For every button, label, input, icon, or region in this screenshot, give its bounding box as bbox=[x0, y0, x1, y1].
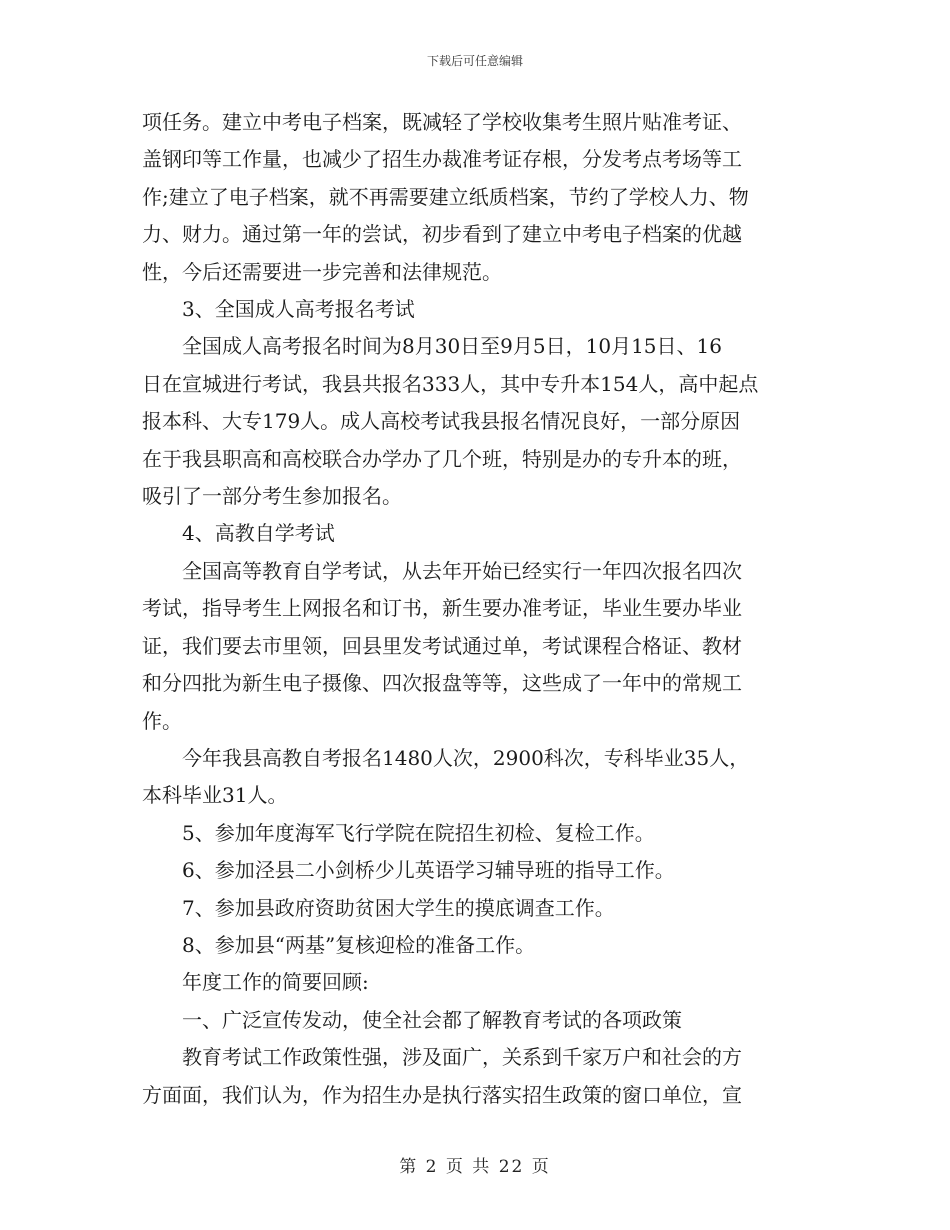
text-line: 吸引了一部分考生参加报名。 bbox=[142, 484, 402, 509]
text-line: 考试，指导考生上网报名和订书，新生要办准考证，毕业生要办毕业 bbox=[142, 596, 742, 621]
list-item: 5、参加年度海军飞行学院在院招生初检、复检工作。 bbox=[142, 820, 655, 845]
text-line: 项任务。建立中考电子档案，既减轻了学校收集考生照片贴准考证、 bbox=[142, 110, 742, 134]
page-header: 下载后可任意编辑 bbox=[426, 54, 523, 68]
list-item: 7、参加县政府资助贫困大学生的摸底调查工作。 bbox=[142, 895, 615, 920]
text-line: 作。 bbox=[142, 708, 182, 733]
text-line: 证，我们要去市里领，回县里发考试通过单，考试课程合格证、教材 bbox=[142, 633, 742, 658]
section-heading: 年度工作的简要回顾: bbox=[142, 970, 369, 995]
section-heading: 3、全国成人高考报名考试 bbox=[142, 297, 415, 322]
document-body bbox=[142, 104, 810, 1114]
text-line: 今年我县高教自考报名1480人次，2900科次，专科毕业35人， bbox=[142, 745, 750, 770]
section-heading: 4、高教自学考试 bbox=[142, 521, 335, 546]
text-line: 方面面，我们认为，作为招生办是执行落实招生政策的窗口单位，宣 bbox=[142, 1082, 742, 1107]
list-item: 8、参加县“两基”复核迎检的准备工作。 bbox=[142, 932, 536, 957]
page-number-footer: 第 2 页 共 22 页 bbox=[399, 1157, 551, 1177]
list-item: 6、参加泾县二小剑桥少儿英语学习辅导班的指导工作。 bbox=[142, 858, 675, 883]
text-line: 全国成人高考报名时间为8月30日至9月5日，10月15日、16 bbox=[142, 334, 722, 359]
text-line: 在于我县职高和高校联合办学办了几个班，特别是办的专升本的班， bbox=[142, 446, 742, 471]
text-line: 本科毕业31人。 bbox=[142, 783, 288, 808]
text-line: 和分四批为新生电子摄像、四次报盘等等，这些成了一年中的常规工 bbox=[142, 671, 742, 696]
text-line: 报本科、大专179人。成人高校考试我县报名情况良好，一部分原因 bbox=[142, 409, 741, 434]
text-line: 日在宣城进行考试，我县共报名333人，其中专升本154人，高中起点 bbox=[142, 371, 759, 396]
text-line: 盖钢印等工作量，也减少了招生办裁准考证存根，分发考点考场等工 bbox=[142, 147, 742, 172]
text-line: 全国高等教育自学考试，从去年开始已经实行一年四次报名四次 bbox=[142, 558, 742, 583]
text-line: 作;建立了电子档案，就不再需要建立纸质档案，节约了学校人力、物 bbox=[142, 184, 749, 209]
text-line: 性，今后还需要进一步完善和法律规范。 bbox=[142, 259, 502, 284]
text-line: 教育考试工作政策性强，涉及面广，关系到千家万户和社会的方 bbox=[142, 1045, 742, 1070]
text-line: 力、财力。通过第一年的尝试，初步看到了建立中考电子档案的优越 bbox=[142, 222, 742, 247]
section-heading: 一、广泛宣传发动，使全社会都了解教育考试的各项政策 bbox=[142, 1007, 682, 1032]
